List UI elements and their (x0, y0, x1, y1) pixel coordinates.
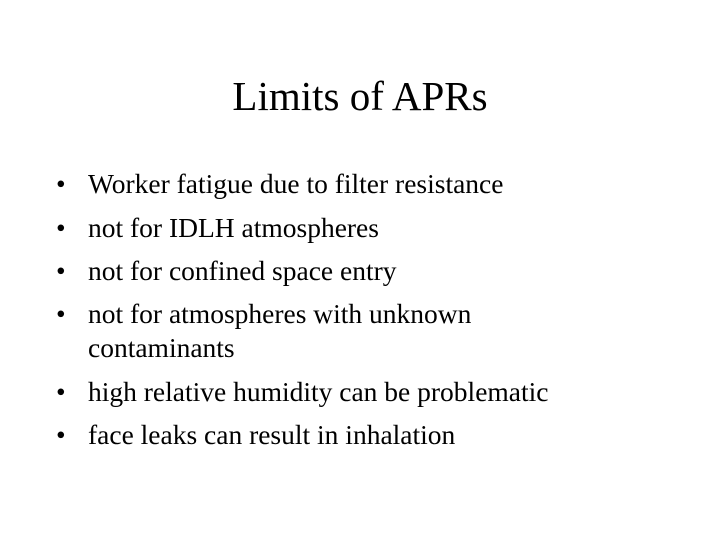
bullet-marker: • (56, 297, 66, 329)
bullet-text: face leaks can result in inhalation (88, 419, 456, 450)
bullet-item (56, 293, 558, 370)
bullet-text: high relative humidity can be problematic (88, 375, 549, 407)
bullet-item (56, 206, 676, 250)
bullet-text: not for atmospheres with unknown contaminants (88, 297, 472, 363)
bullet-text: not for IDLH atmospheres (88, 211, 379, 243)
bullet-text: Worker fatigue due to filter resistance (88, 168, 504, 199)
bullet-marker: • (56, 255, 66, 286)
bullet-text: not for confined space entry (88, 255, 397, 286)
slide-title: Limits of APRs (232, 73, 488, 119)
bullet-marker: • (56, 168, 66, 199)
bullet-item (56, 370, 676, 414)
bullet-marker: • (56, 211, 66, 243)
bullet-item (56, 413, 676, 457)
bullet-item (56, 162, 676, 206)
bullet-marker: • (56, 419, 66, 450)
bullet-list (56, 162, 676, 457)
bullet-marker: • (56, 375, 66, 407)
bullet-item (56, 249, 676, 293)
